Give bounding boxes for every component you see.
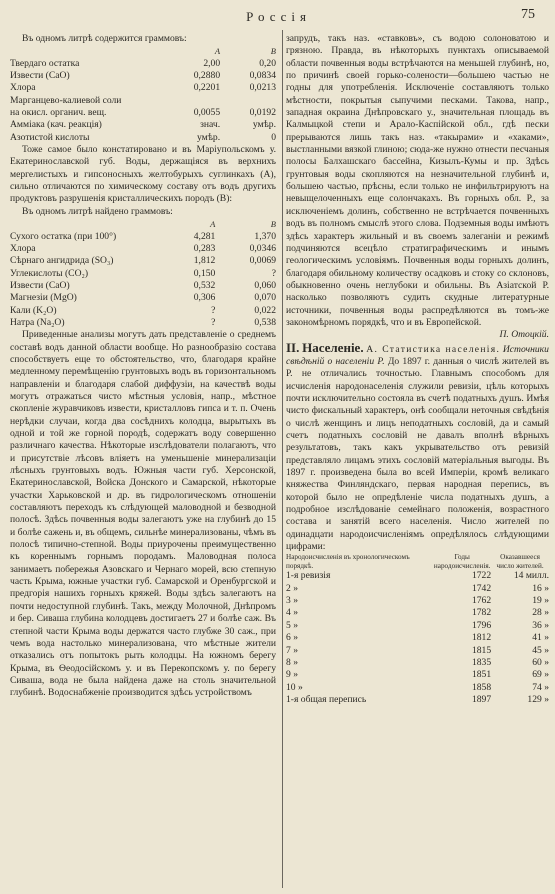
value-b: 0,0346 [249,242,276,254]
census-name: 1-я общая перепись [286,693,367,705]
value-b: 0,20 [259,57,276,69]
table-header-row [10,45,276,57]
value-b: 1,370 [254,230,276,242]
table1-intro: Въ одномъ литрѣ содержится граммовъ: [22,33,187,44]
value-a: 0,0055 [193,107,221,119]
table-row [286,607,549,619]
value-b [220,95,276,107]
census-population: 16 » [532,582,549,594]
census-name: 6 » [286,632,298,644]
census-population: 129 » [527,693,549,705]
value-b: умѣр. [252,119,276,131]
table-row [286,583,549,595]
table-header-row [10,218,276,230]
table-row [286,595,549,607]
table-row [10,268,276,280]
census-year: 1762 [471,595,492,607]
page-number: 75 [521,7,535,22]
census-name: 7 » [286,644,298,656]
running-title: Россія [246,9,311,24]
table-row [286,620,549,632]
table-row [10,292,276,304]
right-column [286,33,549,888]
row-label: Азотистой кислоты [10,131,90,143]
value-a: 0,150 [193,267,216,279]
table-row [286,632,549,644]
column-b-header: B [270,219,276,230]
table-row [286,669,549,681]
paragraph: Приведенные анализы могутъ дать представленіе о среднемъ составѣ водъ данной области вообще. Но разнообразію состава способствуетъ еще то обстоятельство, что, благодаря крайне медленному перемѣщенію грунтовыхъ водъ въ горизонтальномъ направленіи и благодаря слабой диффузіи, на качествѣ воды могутъ отражаться чисто мѣстныя условія, напр., мѣстное скопленіе журавчиковъ извести, кристалловъ гипса и т. п. Очень нерѣдки случаи, когда два сосѣднихъ колодца, вырытыхъ въ одной и той же горной породѣ, содержатъ воду совершенно различнаго качества. Нѣкоторые изслѣдователи полагаютъ, что и присутствіе лѣсовъ вліяетъ на уменьшеніе минерализаціи лѣсныхъ грунтовыхъ водъ. Южныя части губ. Херсонской, Екатеринославской, Войска Донского и Самарской, нѣкоторые участки Харьковской и др. въ гидрологическомъ отношеніи составляютъ переходъ къ слѣдующей маловодной и безводной полосѣ. Здѣсь почвенныя воды залегаютъ уже на глубинѣ до 15 и болѣе сажень и, въ общемъ, сильнѣе минерализованы, чѣмъ въ полосѣ типично-степной. Воды приурочены преимущественно къ кореннымъ горнымъ породамъ. Маловодная полоса занимаетъ побережья Азовскаго и Чернаго морей, всю степную часть Крыма, южные участки губ. Самарской и Оренбургской и предгорія нашихъ горныхъ кряжей. Воды здѣсь залегаютъ на почти недоступной глубинѣ. Такъ, между Молочной, Днѣпромъ и бер. Сиваша глубина колодцевъ достигаетъ 27 и болѣе саж. Въ степной части Крыма воды держатся часто глубже 30 саж., при чемъ вода настолько минерализована, что мѣстные жители отказались отъ попытокъ рыть колодцы. На южномъ берегу Крыма, въ Ѳеодосійскомъ у. и въ Перекопскомъ у. по берегу Сиваша, вода не была найдена даже на столь значительной глубинѣ. Водоснабженіе производится здѣсь устройствомъ [10,329,276,699]
value-b: 0,0192 [249,107,276,119]
text-columns [10,33,547,888]
section-subtitle: А. Статистика населенія. [366,343,501,355]
table-row [10,305,276,317]
value-a: ? [211,304,216,316]
table-row [10,317,276,329]
column-b-header: B [270,46,276,57]
value-a: 0,306 [193,292,216,304]
value-a: 0,532 [193,279,216,291]
row-label: Сѣрнаго ангидрида (SO₃) [10,255,114,267]
row-label: Извести (СаО) [10,70,70,82]
water-analysis-table-1 [10,45,276,144]
census-population: 19 » [532,595,549,607]
table-row [286,682,549,694]
census-year: 1812 [471,632,492,644]
census-year: 1858 [471,681,492,693]
table-row [10,70,276,82]
value-b: 0,070 [254,292,276,304]
table-row [286,645,549,657]
census-population: 69 » [532,669,549,681]
table-row [10,119,276,131]
table-row [10,280,276,292]
table-row [10,95,276,107]
census-population: 60 » [532,656,549,668]
value-b: 0,022 [254,304,276,316]
value-a: 2,00 [203,57,221,69]
row-label: Аммiака (кач. реакція) [10,119,102,131]
value-a [164,95,220,107]
census-name-header: Народоисчисленія въ хронологическомъ порядкѣ. [286,553,410,570]
table2-intro: Въ одномъ литрѣ найдено граммовъ: [22,205,173,217]
table-row [10,231,276,243]
paragraph: запрудъ, такъ наз. «ставковъ», съ водою солоноватою и грязною. Правда, въ нѣкоторыхъ пунктахъ описываемой области почвенныя воды встрѣчаются на меньшей глубинѣ, но, по причинѣ своей горько-солености—большею частью не годны для употребленія. Исключеніе составляютъ только мѣстности, покрытыя сыпучими песками. Такова, напр., западная окраина Днѣпровскаго у., значительная площадь въ Калмыцкой степи и Арало-Каспійской обл., гдѣ пески прерываются лишь такъ наз. «такырами» и «хаками», выстланными вязкой глиною; сюда-же нужно отнести песчаныя полосы Балхашскаго бассейна, Кизылъ-Кумы и пр. Здѣсь грунтовыя воды скопляются на незначительной глубинѣ и, большею частью, прѣсны, если только не инфильтрируютъ на невыщелоченныхъ еще солончакахъ. Въ горныхъ обл. Р., за исключеніемъ долинъ, собственно не встрѣчается почвенныхъ водъ въ полномъ смыслѣ этого слова. Подземныя воды имѣютъ здѣсь характеръ жильный и въ своемъ залеганіи и режимѣ подчиняются всецѣло стратиграфическимъ и инымъ геологическимъ условіямъ. Почвенныя воды горныхъ долинъ, благодаря обильному количеству осадковъ и стоку со склоновъ, обыкновенно очень неглубоки и обильны. Въ Азіатской Р. насколько позволяютъ судить скудные литературные источники, почвенныя воды распредѣляются въ томъ-же закономѣрномъ порядкѣ, что и въ Европейской. [286,33,549,328]
value-a: 4,281 [193,230,216,242]
row-label: на окисл. органич. вещ. [10,107,107,119]
value-b: 0,0213 [249,82,276,94]
table-row [286,694,549,706]
left-column [10,33,276,888]
table-row [286,570,549,582]
census-year: 1851 [471,669,492,681]
census-name: 3 » [286,595,298,607]
census-year: 1815 [471,644,492,656]
value-a: умѣр. [196,131,221,143]
census-population: 28 » [532,607,549,619]
census-year: 1722 [471,570,492,582]
census-name: 5 » [286,619,298,631]
value-a: 0,283 [193,242,216,254]
value-a: 0,2201 [193,82,221,94]
census-name: 4 » [286,607,298,619]
table-header-row [286,553,549,570]
census-name: 2 » [286,582,298,594]
census-population: 36 » [532,619,549,631]
census-name: 9 » [286,669,298,681]
value-b: 0,060 [254,279,276,291]
column-a-header: A [210,219,216,230]
row-label: Магнезiи (MgO) [10,292,77,304]
author-signature: П. Отоцкій. [499,329,549,341]
row-label: Извести (CaO) [10,279,70,291]
row-label: Натра (Na₂O) [10,316,65,328]
value-b: ? [271,267,276,279]
row-label: Хлора [10,242,36,254]
census-population: 45 » [532,644,549,656]
census-population: 14 милл. [513,570,549,582]
census-table [286,553,549,706]
census-population: 41 » [532,632,549,644]
section-heading [286,339,549,554]
table-row [10,255,276,267]
census-pop-header: Оказавшееся число жителей. [496,553,544,570]
value-a: 0,2880 [193,70,221,82]
value-b: 0,0834 [249,70,276,82]
water-analysis-table-2 [10,218,276,329]
census-year: 1796 [471,619,492,631]
table-row [10,107,276,119]
value-a: ? [211,316,216,328]
census-year: 1835 [471,656,492,668]
row-label: Углекислоты (CO₂) [10,267,89,279]
value-b: 0,538 [254,316,276,328]
table-row [286,657,549,669]
row-label: Хлора [10,82,36,94]
table-row [10,132,276,144]
row-label: Марганцево-калиевой соли [10,94,122,106]
census-year: 1897 [471,693,492,705]
table-row [10,58,276,70]
row-label: Кали (K₂O) [10,304,57,316]
column-a-header: A [214,46,221,57]
source-label: Источники свѣдѣній о населеніи Р. [286,343,549,367]
value-a: знач. [200,119,221,131]
value-b: 0 [271,131,276,143]
paragraph: Тоже самое было констатировано и въ Маріупольскомъ у. Екатеринославской губ. Воды, держащiяся въ верхнихъ мергелистыхъ и гипсоносныхъ желтобурыхъ суглинкахъ (A), сильно отличаются по химическому составу отъ водъ другихъ продуктовъ разрушенія кристаллическихъ породъ (B): [10,144,276,205]
census-population: 74 » [532,681,549,693]
table-row [10,82,276,94]
section-number: II. [286,339,300,355]
row-label: Сухого остатка (при 100°) [10,230,117,242]
section-title: Населеніе. [302,339,364,355]
value-b: 0,0069 [249,255,276,267]
row-label: Твердаго остатка [10,57,80,69]
paragraph: До 1897 г. данныя о числѣ жителей въ Р. не отличались точностью. Главнымъ способомъ для исчисленія народонаселенія служили ревизіи, цѣль которыхъ почти исключительно состояла въ счетѣ податныхъ душъ. Имѣя чисто фискальный характеръ, онѣ сообщали неточныя свѣдѣнія о числѣ женщинъ и лицъ неподатныхъ сословій, да и самый счетъ податныхъ сословій не давалъ вполнѣ вѣрныхъ результатовъ, такъ какъ укрывательство отъ ревизій представляло лицамъ этихъ сословій матеріальныя выгоды. Въ 1897 г. произведена была во всей Имперіи, кромѣ великаго княжества Финляндскаго, первая народная перепись, въ которой было не опредѣленіе числа податныхъ душъ, а подробное изслѣдованіе семейнаго положенія, возрастного состава и занятій всего населенія. Число жителей по одинадцати народоисчисленіямъ опредѣлялось слѣдующими цифрами: [286,355,549,553]
census-year: 1742 [471,582,492,594]
value-a: 1,812 [193,255,216,267]
census-name: 1-я ревизія [286,570,331,582]
table-row [10,243,276,255]
census-year: 1782 [471,607,492,619]
page-header [10,0,547,30]
census-name: 10 » [286,681,303,693]
census-year-header: Годы народоисчисленія. [433,553,491,570]
census-name: 8 » [286,656,298,668]
